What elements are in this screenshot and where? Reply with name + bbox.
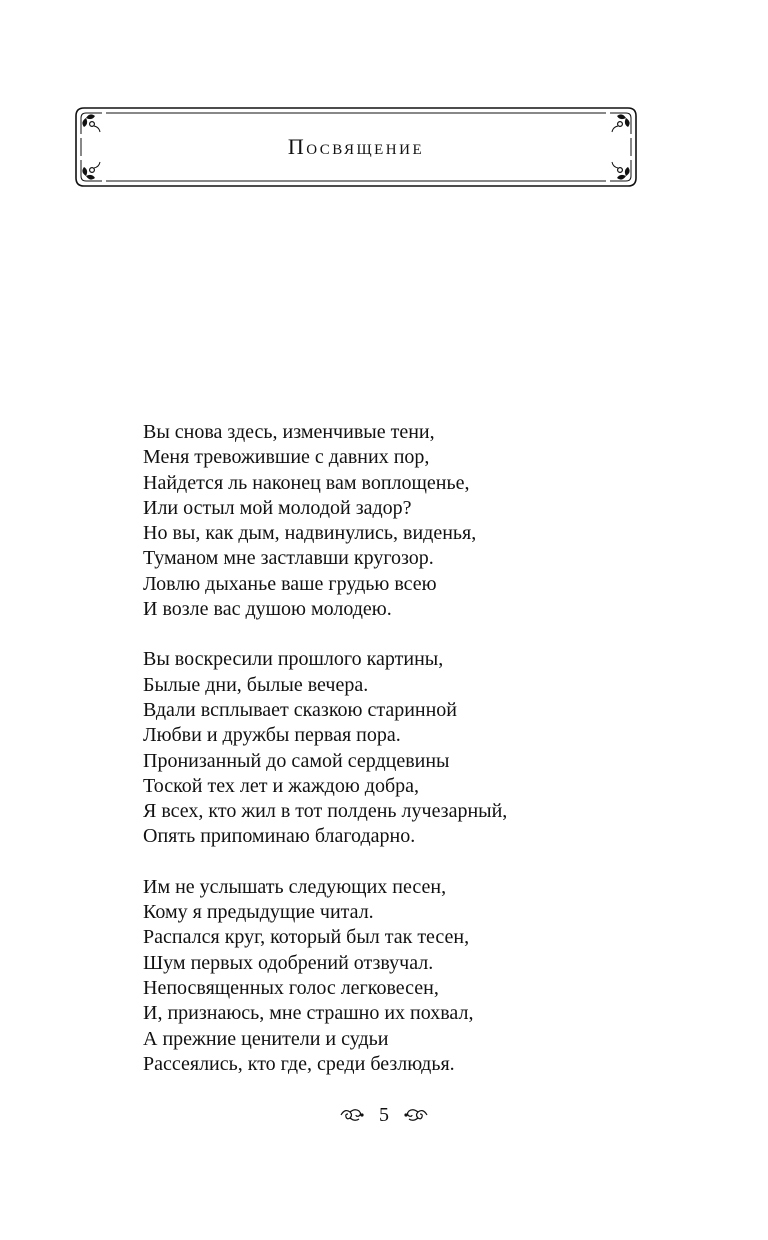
poem-line: Меня тревожившие с давних пор, (143, 446, 430, 469)
poem-line: Любви и дружбы первая пора. (143, 724, 401, 747)
poem-line: Шум первых одобрений отзвучал. (143, 951, 434, 974)
poem-line: И возле вас душою молодею. (143, 598, 392, 621)
flourish-icon (403, 1106, 429, 1124)
poem-line: Былые дни, былые вечера. (143, 673, 369, 696)
stanza (143, 875, 703, 1077)
poem-line: Вдали всплывает сказкою старинной (143, 698, 458, 721)
poem-line: А прежние ценители и судьи (143, 1027, 389, 1050)
poem-line: И, признаюсь, мне страшно их похвал, (143, 1002, 474, 1025)
stanza (143, 647, 703, 849)
poem-line: Распался круг, который был так тесен, (143, 926, 470, 949)
chapter-header-frame (72, 104, 640, 190)
poem-line: Ловлю дыханье ваше грудью всею (143, 572, 437, 595)
poem-line: Я всех, кто жил в тот полдень лучезарный, (143, 800, 508, 823)
poem-line: Вы воскресили прошлого картины, (143, 648, 444, 671)
page-footer (0, 1100, 768, 1130)
poem-line: Рассеялись, кто где, среди безлюдья. (143, 1052, 455, 1075)
poem-line: Им не услышать следующих песен, (143, 875, 447, 898)
poem-line: Вы снова здесь, изменчивые тени, (143, 421, 435, 443)
poem-line: Или остыл мой молодой задор? (143, 496, 412, 519)
chapter-title: Посвящение (287, 134, 425, 159)
poem-line: Пронизанный до самой сердцевины (143, 749, 450, 772)
poem-line: Туманом мне застлавши кругозор. (143, 547, 434, 570)
poem-line: Найдется ль наконец вам воплощенье, (143, 471, 470, 494)
poem-line: Опять припоминаю благодарно. (143, 825, 416, 848)
poem-line: Кому я предыдущие читал. (143, 901, 374, 924)
poem-line: Но вы, как дым, надвинулись, виденья, (143, 522, 477, 545)
page-number: 5 (379, 1103, 389, 1126)
poem-line: Тоской тех лет и жаждою добра, (143, 774, 420, 797)
poem-line: Непосвященных голос легковесен, (143, 976, 439, 999)
flourish-icon (339, 1106, 365, 1124)
stanza (143, 420, 703, 622)
poem-body (143, 420, 703, 1102)
